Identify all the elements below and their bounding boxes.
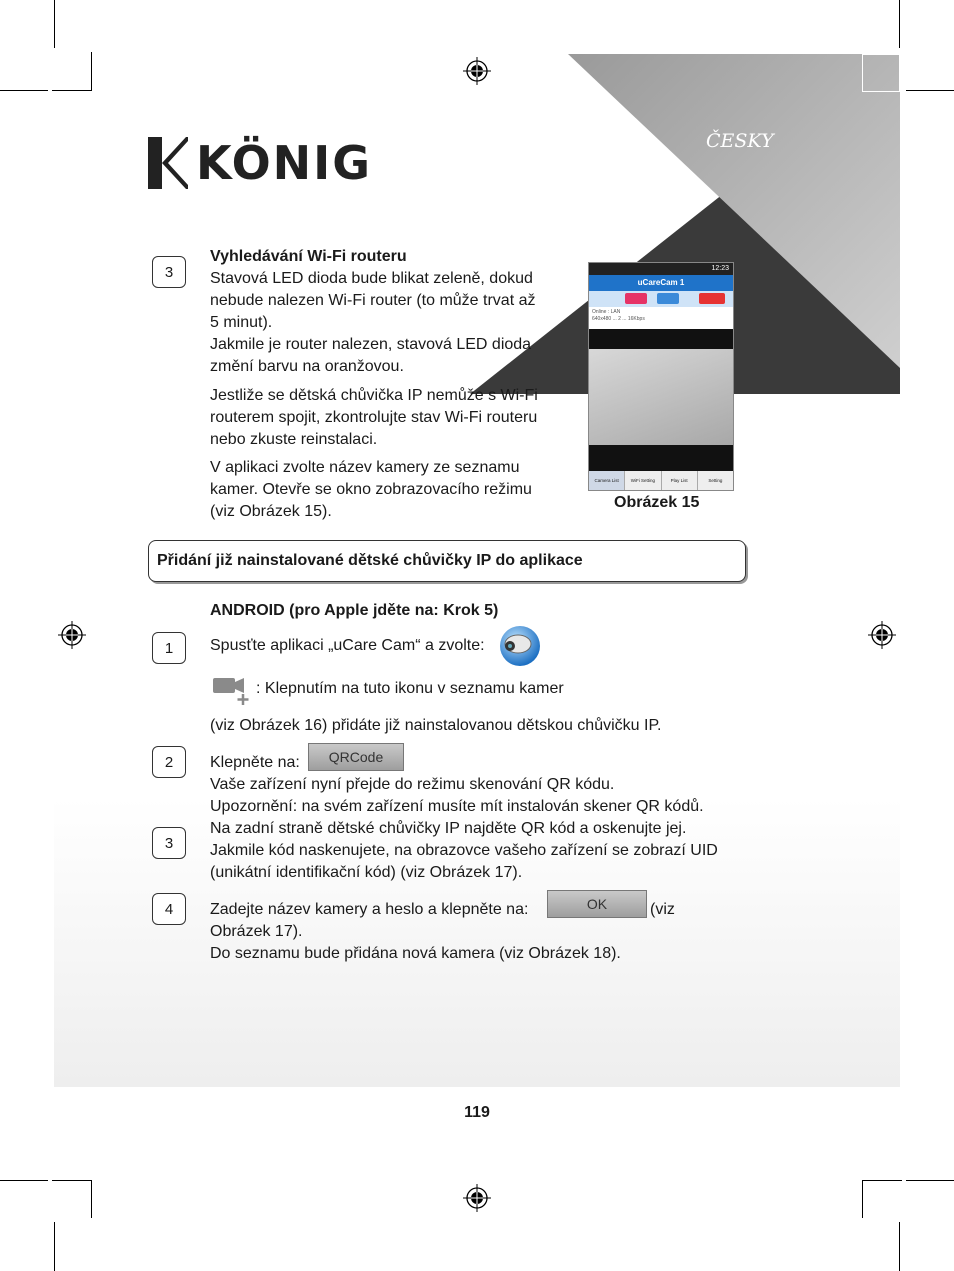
android-heading: ANDROID (pro Apple jděte na: Krok 5) [210,602,499,619]
crop-mark [862,1180,902,1181]
crop-mark [899,1222,900,1271]
crop-mark [54,1222,55,1271]
step1-continuation: (viz Obrázek 16) přidáte již nainstalovanou dětskou chůvičku IP. [210,717,662,734]
step-paragraph: V aplikaci zvolte název kamery ze seznamu kamer. Otevře se okno zobrazovacího režimu (viz Obrázek 15). [210,459,532,520]
crop-mark [0,1180,48,1181]
crop-mark [906,90,954,91]
camera-info: Online : LAN 640x480 ... 2 ... 16Kbps [589,307,733,329]
konig-logo-icon [148,137,188,189]
step-number: 2 [152,746,186,778]
language-label: ČESKY [706,130,774,152]
video-view [589,349,733,445]
figure-caption: Obrázek 15 [614,494,700,511]
registration-mark-icon [58,621,86,649]
registration-mark-icon [463,57,491,85]
step1-text: Spusťte aplikaci „uCare Cam“ a zvolte: [210,637,485,654]
step3-paragraph: Na zadní straně dětské chůvičky IP najděte QR kód a oskenujte jej. Jakmile kód naskenujete, na obrazovce vašeho zařízení se zobrazí UID (unikátní identifikační kód) (viz Obrázek 17). [210,820,718,881]
crop-mark [0,90,48,91]
app-toolbar [589,291,733,307]
status-time: 12:23 [711,265,729,272]
crop-mark [91,52,92,90]
step4-prefix: Zadejte název kamery a heslo a klepněte na: [210,901,529,918]
step2-prefix: Klepněte na: [210,754,300,771]
add-camera-icon-description: : Klepnutím na tuto ikonu v seznamu kamer [256,680,564,697]
step-title: Vyhledávání Wi-Fi routeru [210,248,407,265]
registration-mark-icon [463,1184,491,1212]
add-camera-icon [212,676,254,706]
section-title: Přidání již nainstalované dětské chůvičky IP do aplikace [157,552,583,569]
step-number: 3 [152,256,186,288]
corner-square [862,54,900,92]
step-paragraph: Jestliže se dětská chůvička IP nemůže s Wi-Fi routerem spojit, zkontrolujte stav Wi-Fi routeru nebo zkuste reinstalaci. [210,387,538,448]
registration-mark-icon [868,621,896,649]
step-number: 1 [152,632,186,664]
section-header [148,540,746,582]
crop-mark [52,90,92,91]
page-number: 119 [464,1104,490,1121]
step4-suffix: (viz [650,901,675,918]
app-tabs: Camera List WiFi Setting Play List Setting [589,471,733,490]
crop-mark [54,0,55,48]
crop-mark [862,1180,863,1218]
crop-mark [906,1180,954,1181]
step-number: 4 [152,893,186,925]
brand-logo-text: KÖNIG [196,136,373,190]
ucare-cam-app-icon [496,624,544,668]
crop-mark [899,0,900,48]
crop-mark [52,1180,92,1181]
step2-paragraph: Vaše zařízení nyní přejde do režimu skenování QR kódu. Upozornění: na svém zařízení musíte mít instalován skener QR kódů. [210,776,704,815]
app-title-bar: uCareCam 1 [589,275,733,291]
figure-phone-screenshot [588,262,734,491]
qrcode-button[interactable]: QRCode [308,743,404,771]
crop-mark [91,1180,92,1218]
step4-paragraph: Obrázek 17). Do seznamu bude přidána nová kamera (viz Obrázek 18). [210,923,621,962]
step-number: 3 [152,827,186,859]
step-paragraph: Stavová LED dioda bude blikat zeleně, dokud nebude nalezen Wi-Fi router (to může trvat až 5 minut). Jakmile je router nalezen, stavová LED dioda změní barvu na oranžovou. [210,270,536,375]
ok-button[interactable]: OK [547,890,647,918]
